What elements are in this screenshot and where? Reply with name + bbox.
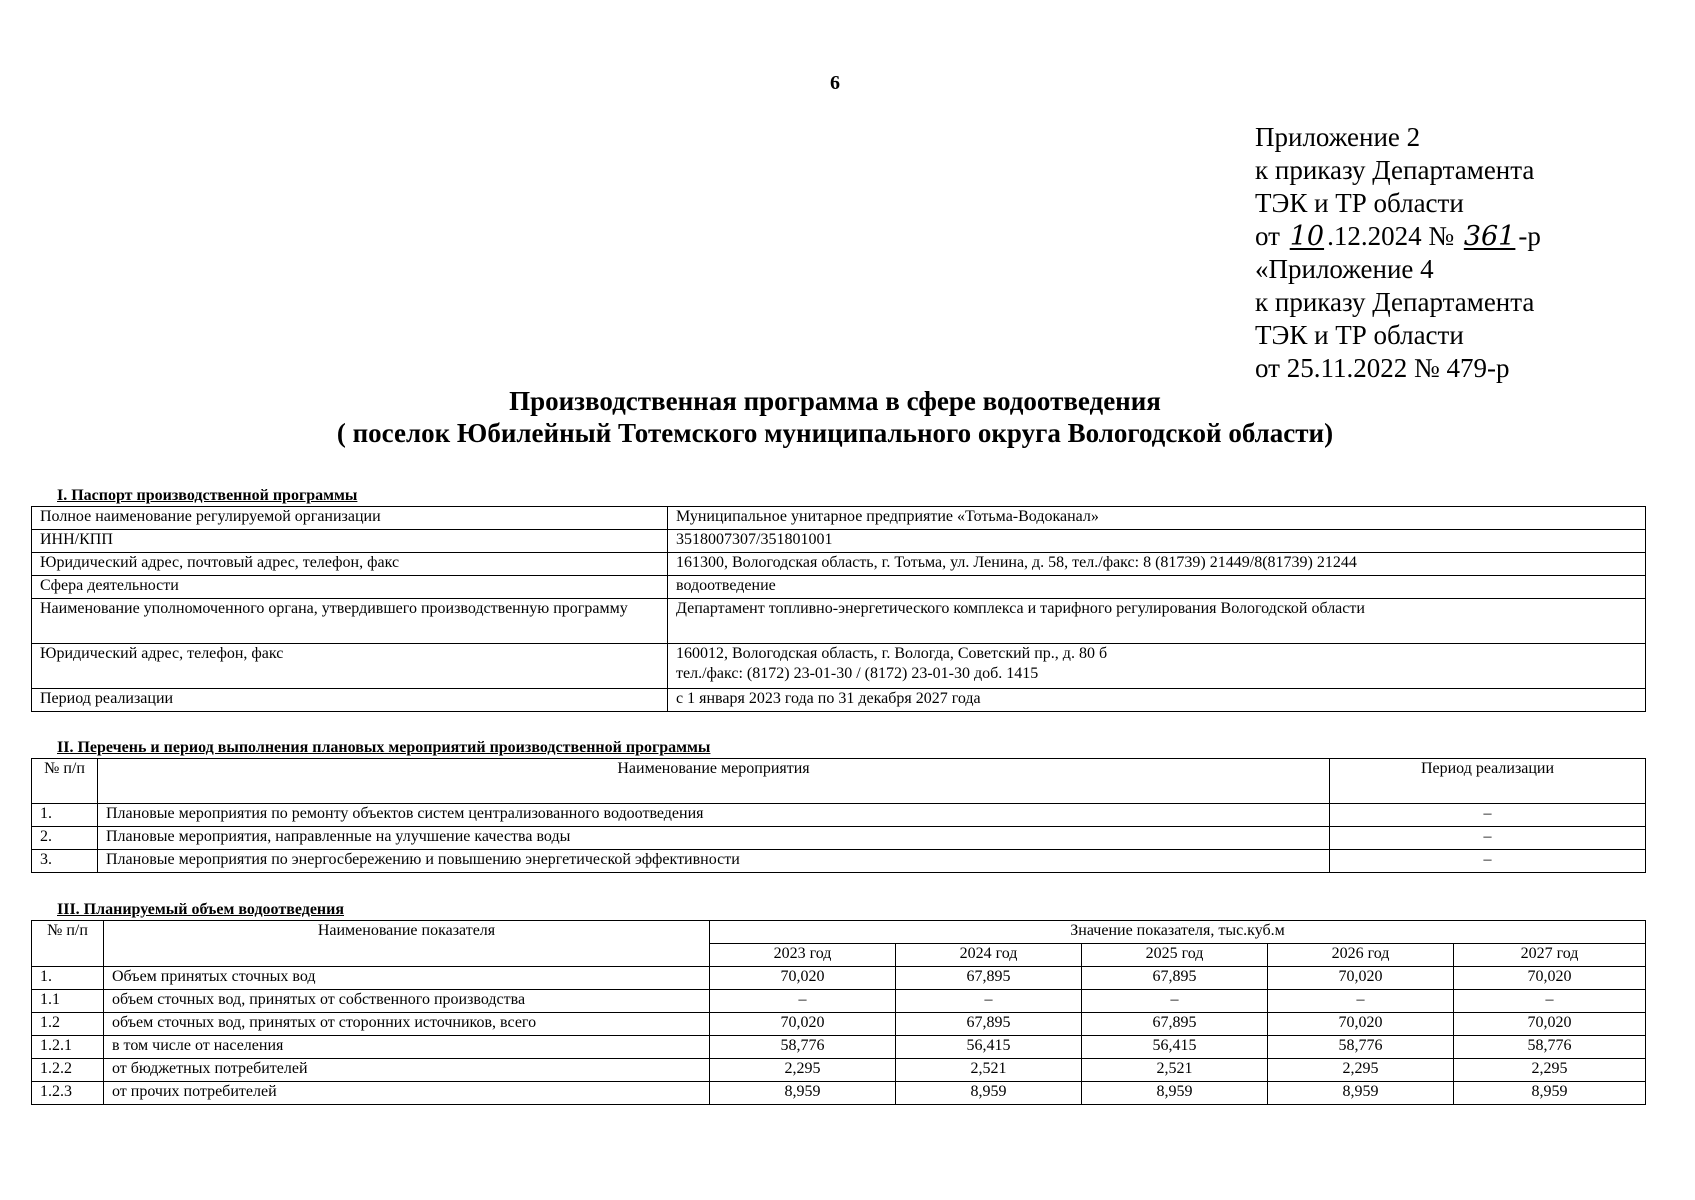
row-name: Плановые мероприятия по энергосбережению и повышению энергетической эффективности	[98, 850, 1330, 873]
row-value: 8,959	[1082, 1082, 1268, 1105]
appendix-suffix: -р	[1518, 221, 1541, 251]
appendix-line: к приказу Департамента	[1255, 155, 1535, 185]
appendix-prefix: от	[1255, 221, 1287, 251]
passport-table	[31, 506, 1646, 712]
appendix-line: ТЭК и ТР области	[1255, 320, 1464, 350]
row-value: 8,959	[1268, 1082, 1454, 1105]
row-num: 3.	[32, 850, 98, 873]
row-value: Департамент топливно-энергетического комплекса и тарифного регулирования Вологодской области	[668, 599, 1646, 644]
row-name: Плановые мероприятия, направленные на улучшение качества воды	[98, 827, 1330, 850]
volume-table	[31, 920, 1646, 1105]
row-num: 1.	[32, 804, 98, 827]
measures-table	[31, 758, 1646, 873]
title-line-2: ( поселок Юбилейный Тотемского муниципального округа Вологодской области)	[336, 418, 1334, 448]
row-value: –	[710, 990, 896, 1013]
appendix-date: .12.2024 №	[1327, 221, 1461, 251]
row-value: 67,895	[1082, 967, 1268, 990]
appendix-line: «Приложение 4	[1255, 254, 1434, 284]
table-row	[32, 990, 1646, 1013]
address-line: 160012, Вологодская область, г. Вологда, Советский пр., д. 80 б	[676, 645, 1108, 662]
table-row	[32, 1059, 1646, 1082]
row-num: 1.2.1	[32, 1036, 104, 1059]
page-number: 6	[830, 72, 840, 94]
row-label: Полное наименование регулируемой организации	[32, 507, 668, 530]
table-row	[32, 967, 1646, 990]
row-value: 67,895	[896, 1013, 1082, 1036]
table-row	[32, 689, 1646, 712]
row-value: 58,776	[1454, 1036, 1646, 1059]
row-value: 67,895	[896, 967, 1082, 990]
row-value: 67,895	[1082, 1013, 1268, 1036]
table-row	[32, 804, 1646, 827]
row-value: водоотведение	[668, 576, 1646, 599]
table-header-row	[32, 921, 1646, 944]
row-period: –	[1330, 827, 1646, 850]
row-label: Юридический адрес, почтовый адрес, телефон, факс	[32, 553, 668, 576]
row-value: 70,020	[1268, 1013, 1454, 1036]
row-value: 2,521	[1082, 1059, 1268, 1082]
row-value: 2,295	[1454, 1059, 1646, 1082]
row-value: –	[1082, 990, 1268, 1013]
year-header: 2023 год	[710, 944, 896, 967]
row-value: 2,295	[1268, 1059, 1454, 1082]
row-label: ИНН/КПП	[32, 530, 668, 553]
row-label: Юридический адрес, телефон, факс	[32, 644, 668, 689]
row-value: Муниципальное унитарное предприятие «Тотьма-Водоканал»	[668, 507, 1646, 530]
section-1-heading: I. Паспорт производственной программы	[57, 487, 358, 504]
handwritten-number: 361	[1463, 221, 1516, 252]
col-header-name: Наименование показателя	[104, 921, 710, 967]
row-value: 70,020	[1454, 1013, 1646, 1036]
col-header-period: Период реализации	[1330, 759, 1646, 804]
appendix-line: Приложение 2	[1255, 122, 1421, 152]
col-header-name: Наименование мероприятия	[98, 759, 1330, 804]
row-value: 8,959	[896, 1082, 1082, 1105]
table-row	[32, 850, 1646, 873]
section-2-heading: II. Перечень и период выполнения плановых мероприятий производственной программы	[57, 739, 711, 756]
row-period: –	[1330, 804, 1646, 827]
col-header-value: Значение показателя, тыс.куб.м	[710, 921, 1646, 944]
appendix-line: к приказу Департамента	[1255, 287, 1535, 317]
appendix-block	[1255, 121, 1541, 385]
table-row	[32, 1013, 1646, 1036]
year-header: 2025 год	[1082, 944, 1268, 967]
row-value: 3518007307/351801001	[668, 530, 1646, 553]
row-value: –	[1454, 990, 1646, 1013]
col-header-num: № п/п	[32, 921, 104, 967]
row-name: Объем принятых сточных вод	[104, 967, 710, 990]
row-name: от бюджетных потребителей	[104, 1059, 710, 1082]
appendix-order-date-line	[1255, 220, 1541, 253]
year-header: 2027 год	[1454, 944, 1646, 967]
row-value: 70,020	[710, 1013, 896, 1036]
row-label: Сфера деятельности	[32, 576, 668, 599]
row-period: –	[1330, 850, 1646, 873]
row-num: 1.1	[32, 990, 104, 1013]
table-row	[32, 827, 1646, 850]
row-label: Период реализации	[32, 689, 668, 712]
table-header-row	[32, 759, 1646, 804]
row-value: 2,521	[896, 1059, 1082, 1082]
row-name: объем сточных вод, принятых от сторонних источников, всего	[104, 1013, 710, 1036]
table-row	[32, 1082, 1646, 1105]
row-value	[668, 644, 1646, 689]
row-value: 70,020	[1454, 967, 1646, 990]
year-header: 2026 год	[1268, 944, 1454, 967]
row-value: –	[1268, 990, 1454, 1013]
row-num: 1.2.3	[32, 1082, 104, 1105]
table-row	[32, 507, 1646, 530]
row-name: в том числе от населения	[104, 1036, 710, 1059]
row-name: Плановые мероприятия по ремонту объектов систем централизованного водоотведения	[98, 804, 1330, 827]
row-value: 58,776	[1268, 1036, 1454, 1059]
row-value: 2,295	[710, 1059, 896, 1082]
section-3-heading: III. Планируемый объем водоотведения	[57, 901, 345, 918]
row-value: 70,020	[1268, 967, 1454, 990]
table-row	[32, 1036, 1646, 1059]
row-value: 8,959	[710, 1082, 896, 1105]
table-row	[32, 644, 1646, 689]
table-row	[32, 530, 1646, 553]
row-name: объем сточных вод, принятых от собственного производства	[104, 990, 710, 1013]
row-value: –	[896, 990, 1082, 1013]
row-value: 161300, Вологодская область, г. Тотьма, ул. Ленина, д. 58, тел./факс: 8 (81739) 21449/8(81739) 21244	[668, 553, 1646, 576]
phone-line: тел./факс: (8172) 23-01-30 / (8172) 23-01-30 доб. 1415	[676, 665, 1039, 682]
appendix-line: от 25.11.2022 № 479-р	[1255, 353, 1510, 383]
row-num: 1.2.2	[32, 1059, 104, 1082]
row-value: 58,776	[710, 1036, 896, 1059]
row-num: 1.	[32, 967, 104, 990]
row-label: Наименование уполномоченного органа, утвердившего производственную программу	[32, 599, 668, 644]
row-value: 70,020	[710, 967, 896, 990]
title-line-1: Производственная программа в сфере водоотведения	[509, 386, 1161, 416]
handwritten-day: 10	[1289, 221, 1325, 252]
document-title	[0, 385, 1670, 449]
row-num: 1.2	[32, 1013, 104, 1036]
row-value: с 1 января 2023 года по 31 декабря 2027 года	[668, 689, 1646, 712]
col-header-num: № п/п	[32, 759, 98, 804]
row-value: 8,959	[1454, 1082, 1646, 1105]
table-row	[32, 576, 1646, 599]
row-num: 2.	[32, 827, 98, 850]
row-value: 56,415	[896, 1036, 1082, 1059]
table-row	[32, 599, 1646, 644]
row-value: 56,415	[1082, 1036, 1268, 1059]
year-header: 2024 год	[896, 944, 1082, 967]
appendix-line: ТЭК и ТР области	[1255, 188, 1464, 218]
table-row	[32, 553, 1646, 576]
row-name: от прочих потребителей	[104, 1082, 710, 1105]
